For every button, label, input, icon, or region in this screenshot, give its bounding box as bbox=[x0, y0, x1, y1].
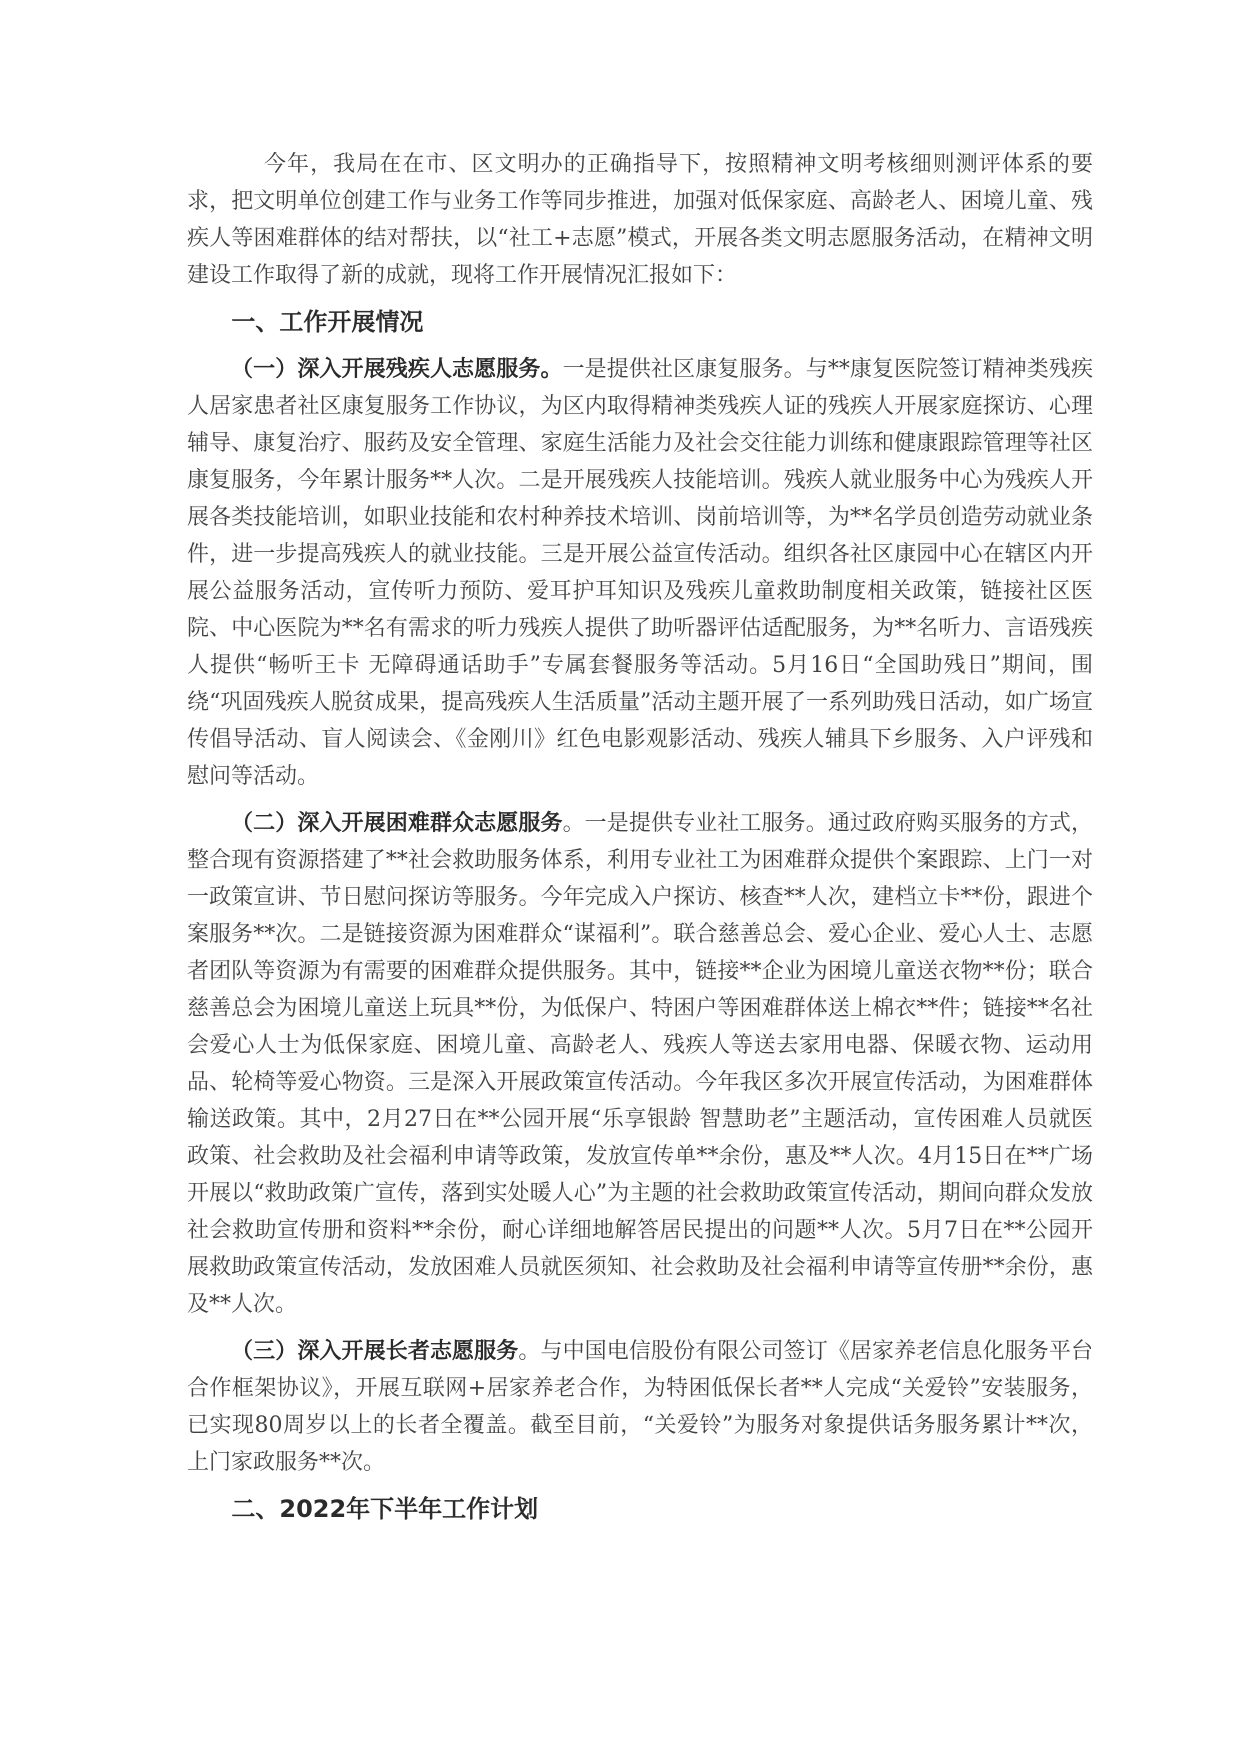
body-paragraph bbox=[187, 146, 1093, 294]
section-heading: 一、工作开展情况 bbox=[231, 308, 424, 336]
paragraph-lead: （三）深入开展长者志愿服务 bbox=[231, 1339, 519, 1364]
body-paragraph bbox=[187, 805, 1093, 1323]
paragraph-text: 一是提供社区康复服务。与**康复医院签订精神类残疾人居家患者社区康复服务工作协议，为区内取得精神类残疾人证的残疾人开展家庭探访、心理辅导、康复治疗、服药及安全管理、家庭生活能力及社会交往能力训练和健康跟踪管理等社区康复服务，今年累计服务**人次。二是开展残疾人技能培训。残疾人就业服务中心为残疾人开展各类技能培训，如职业技能和农村种养技术培训、岗前培训等，为**名学员创造劳动就业条件，进一步提高残疾人的就业技能。三是开展公益宣传活动。组织各社区康园中心在辖区内开展公益服务活动，宣传听力预防、爱耳护耳知识及残疾儿童救助制度相关政策，链接社区医院、中心医院为**名有需求的听力残疾人提供了助听器评估适配服务，为**名听力、言语残疾人提供“畅听王卡 无障碍通话助手”专属套餐服务等活动。5月16日“全国助残日”期间，围绕“巩固残疾人脱贫成果，提高残疾人生活质量”活动主题开展了一系列助残日活动，如广场宣传倡导活动、盲人阅读会、《金刚川》红色电影观影活动、残疾人辅具下乡服务、入户评残和慰问等活动。 bbox=[187, 357, 1093, 789]
paragraph-text: 。与中国电信股份有限公司签订《居家养老信息化服务平台合作框架协议》，开展互联网+居家养老合作，为特困低保长者**人完成“关爱铃”安装服务，已实现80周岁以上的长者全覆盖。截至目前，“关爱铃”为服务对象提供话务服务累计**次，上门家政服务**次。 bbox=[187, 1339, 1093, 1475]
body-paragraph bbox=[187, 1333, 1093, 1481]
paragraph-lead: （一）深入开展残疾人志愿服务。 bbox=[231, 357, 563, 382]
body-paragraph bbox=[187, 351, 1093, 795]
paragraph-text: 今年，我局在在市、区文明办的正确指导下，按照精神文明考核细则测评体系的要求，把文明单位创建工作与业务工作等同步推进，加强对低保家庭、高龄老人、困境儿童、残疾人等困难群体的结对帮扶，以“社工+志愿”模式，开展各类文明志愿服务活动，在精神文明建设工作取得了新的成就，现将工作开展情况汇报如下： bbox=[187, 152, 1093, 288]
paragraph-text: 。一是提供专业社工服务。通过政府购买服务的方式，整合现有资源搭建了**社会救助服务体系，利用专业社工为困难群众提供个案跟踪、上门一对一政策宣讲、节日慰问探访等服务。今年完成入户探访、核查**人次，建档立卡**份，跟进个案服务**次。二是链接资源为困难群众“谋福利”。联合慈善总会、爱心企业、爱心人士、志愿者团队等资源为有需要的困难群众提供服务。其中，链接**企业为困境儿童送衣物**份；联合慈善总会为困境儿童送上玩具**份，为低保户、特困户等困难群体送上棉衣**件；链接**名社会爱心人士为低保家庭、困境儿童、高龄老人、残疾人等送去家用电器、保暖衣物、运动用品、轮椅等爱心物资。三是深入开展政策宣传活动。今年我区多次开展宣传活动，为困难群体输送政策。其中，2月27日在**公园开展“乐享银龄 智慧助老”主题活动，宣传困难人员就医政策、社会救助及社会福利申请等政策，发放宣传单**余份，惠及**人次。4月15日在**广场开展以“救助政策广宣传，落到实处暖人心”为主题的社会救助政策宣传活动，期间向群众发放社会救助宣传册和资料**余份，耐心详细地解答居民提出的问题**人次。5月7日在**公园开展救助政策宣传活动，发放困难人员就医须知、社会救助及社会福利申请等宣传册**余份，惠及**人次。 bbox=[187, 811, 1093, 1317]
document-content bbox=[187, 146, 1093, 1528]
paragraph-lead: （二）深入开展困难群众志愿服务 bbox=[231, 811, 563, 836]
section-heading: 二、2022年下半年工作计划 bbox=[231, 1495, 539, 1523]
